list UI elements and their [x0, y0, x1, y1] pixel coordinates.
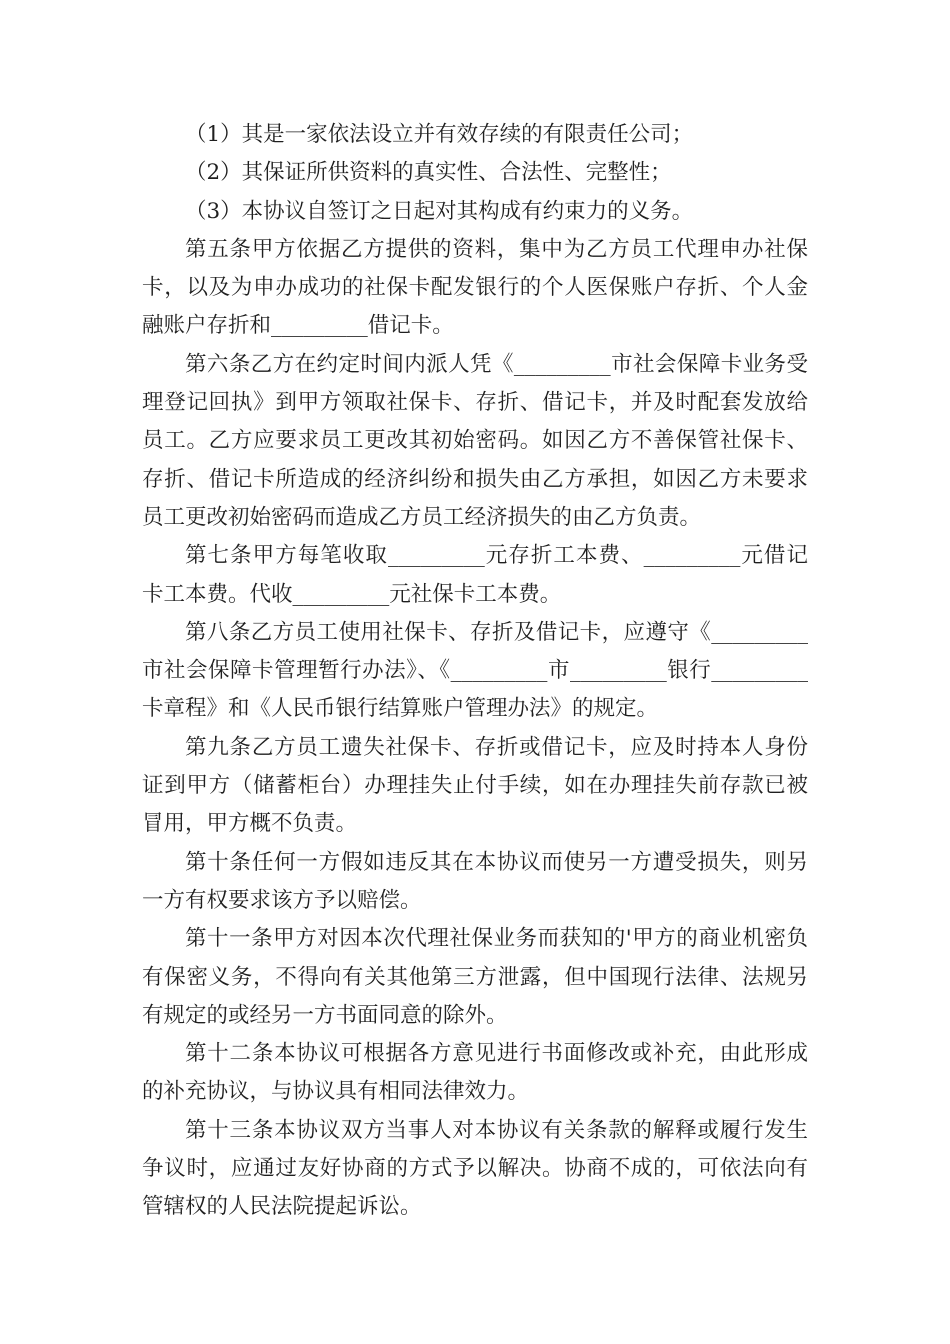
article-12: 第十二条本协议可根据各方意见进行书面修改或补充，由此形成的补充协议，与协议具有相同法律效力。 — [142, 1041, 808, 1105]
document-body — [142, 116, 808, 1227]
article-11: 第十一条甲方对因本次代理社保业务而获知的'甲方的商业机密负有保密义务，不得向有关其他第三方泄露，但中国现行法律、法规另有规定的或经另一方书面同意的除外。 — [142, 926, 808, 1028]
article-10: 第十条任何一方假如违反其在本协议而使另一方遭受损失，则另一方有权要求该方予以赔偿。 — [142, 849, 808, 913]
article-5: 第五条甲方依据乙方提供的资料，集中为乙方员工代理申办社保卡，以及为申办成功的社保卡配发银行的个人医保账户存折、个人金融账户存折和_________借记卡。 — [142, 236, 808, 339]
article-7: 第七条甲方每笔收取_________元存折工本费、_________元借记卡工本费。代收_________元社保卡工本费。 — [142, 543, 808, 607]
article-6: 第六条乙方在约定时间内派人凭《_________市社会保障卡业务受理登记回执》到甲方领取社保卡、存折、借记卡，并及时配套发放给员工。乙方应要求员工更改其初始密码。如因乙方不善保管社保卡、存折、借记卡所造成的经济纠纷和损失由乙方承担，如因乙方未要求员工更改初始密码而造成乙方员工经济损失的由乙方负责。 — [142, 351, 808, 530]
clause-item-2: （2）其保证所供资料的真实性、合法性、完整性； — [185, 160, 672, 186]
clause-item-1: （1）其是一家依法设立并有效存续的有限责任公司； — [185, 122, 694, 147]
clause-item-3: （3）本协议自签订之日起对其构成有约束力的义务。 — [185, 198, 694, 224]
article-8: 第八条乙方员工使用社保卡、存折及借记卡，应遵守《_________市社会保障卡管理暂行办法》、《_________市_________银行_________卡章程》和《人民币银行结算账户管理办法》的规定。 — [142, 619, 808, 722]
article-9: 第九条乙方员工遗失社保卡、存折或借记卡，应及时持本人身份证到甲方（储蓄柜台）办理挂失止付手续，如在办理挂失前存款已被冒用，甲方概不负责。 — [142, 734, 808, 837]
article-13: 第十三条本协议双方当事人对本协议有关条款的解释或履行发生争议时，应通过友好协商的方式予以解决。协商不成的，可依法向有管辖权的人民法院提起诉讼。 — [142, 1117, 808, 1220]
